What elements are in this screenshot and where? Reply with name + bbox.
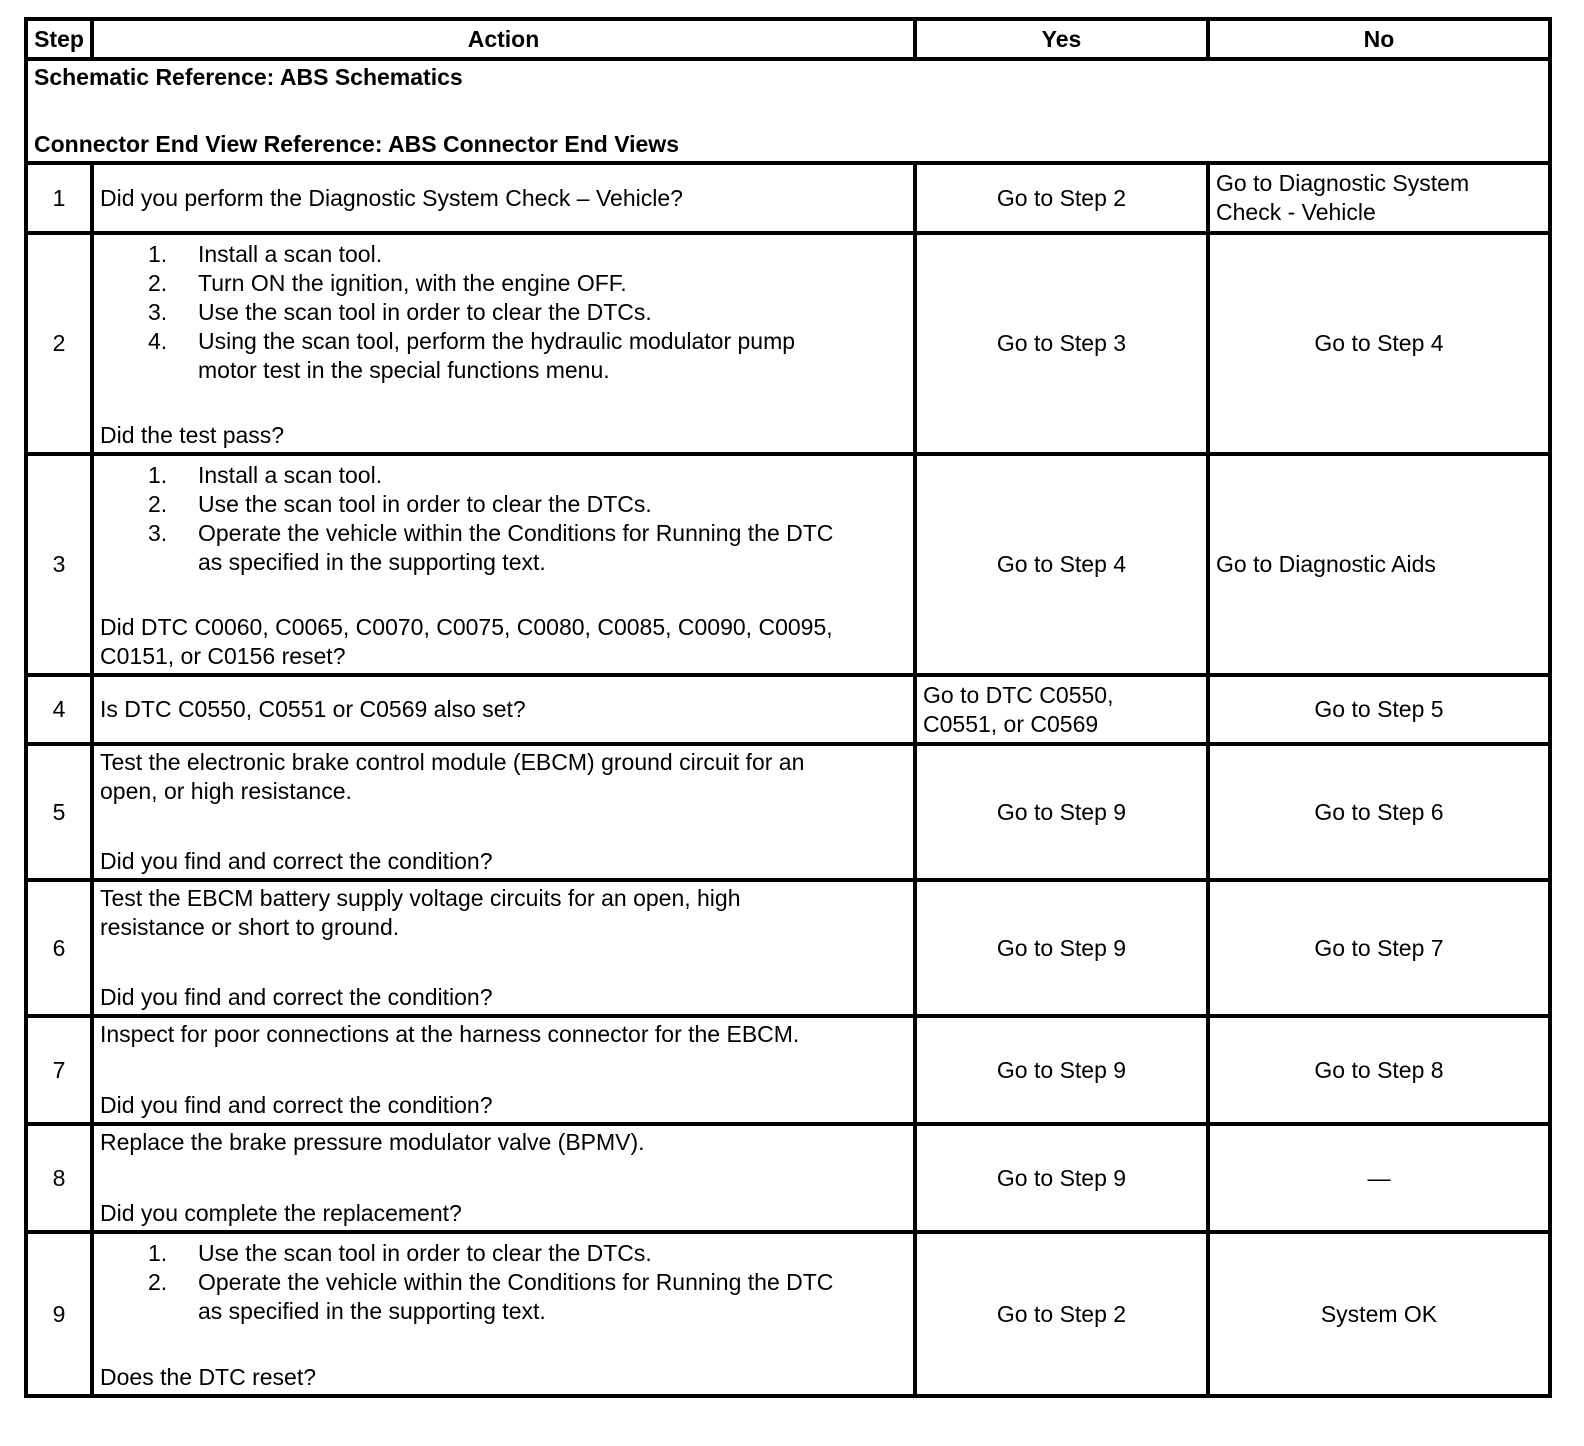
table-row xyxy=(26,675,1550,744)
step-number: 4 xyxy=(26,675,92,744)
no-cell: Go to Step 7 xyxy=(1208,880,1550,1016)
list-item: 1. Install a scan tool. xyxy=(148,462,383,488)
no-cell: Go to Step 6 xyxy=(1208,744,1550,880)
step-number: 2 xyxy=(26,233,92,454)
step-number: 1 xyxy=(26,163,92,233)
list-item: 2. Use the scan tool in order to clear the DTCs. xyxy=(148,491,652,517)
table-row xyxy=(26,1016,1550,1124)
list-item: 2. Operate the vehicle within the Conditions for Running the DTC as specified in the supporting text. xyxy=(148,1269,834,1324)
action-instruction: Test the electronic brake control module (EBCM) ground circuit for an open, or high resistance. xyxy=(100,749,805,804)
action-cell xyxy=(92,233,915,454)
step-number: 5 xyxy=(26,744,92,880)
table-row xyxy=(26,744,1550,880)
no-cell: Go to Step 5 xyxy=(1208,675,1550,744)
table-row xyxy=(26,1232,1550,1396)
reference-row xyxy=(26,59,1550,163)
no-cell: System OK xyxy=(1208,1232,1550,1396)
action-question: Does the DTC reset? xyxy=(100,1364,317,1390)
table-row xyxy=(26,163,1550,233)
action-question: Did DTC C0060, C0065, C0070, C0075, C0080, C0085, C0090, C0095, C0151, or C0156 reset? xyxy=(100,614,833,669)
action-question: Did you complete the replacement? xyxy=(100,1200,462,1226)
step-number: 6 xyxy=(26,880,92,1016)
action-question: Is DTC C0550, C0551 or C0569 also set? xyxy=(100,696,526,722)
action-cell xyxy=(92,1232,915,1396)
yes-cell: Go to Step 3 xyxy=(915,233,1208,454)
action-instruction: Test the EBCM battery supply voltage circuits for an open, high resistance or short to ground. xyxy=(100,885,741,940)
action-cell xyxy=(92,163,915,233)
header-yes: Yes xyxy=(915,19,1208,59)
table-row xyxy=(26,880,1550,1016)
no-cell: Go to Diagnostic Aids xyxy=(1208,454,1550,675)
yes-cell: Go to Step 9 xyxy=(915,744,1208,880)
action-cell xyxy=(92,1124,915,1232)
yes-cell: Go to Step 9 xyxy=(915,1016,1208,1124)
schematic-reference: Schematic Reference: ABS Schematics xyxy=(34,64,463,90)
step-number: 8 xyxy=(26,1124,92,1232)
table-row xyxy=(26,233,1550,454)
reference-cell xyxy=(26,59,1550,163)
action-instruction: Replace the brake pressure modulator valve (BPMV). xyxy=(100,1129,645,1155)
list-item: 1. Use the scan tool in order to clear the DTCs. xyxy=(148,1240,652,1266)
no-cell: Go to Step 8 xyxy=(1208,1016,1550,1124)
no-cell: Go to Diagnostic System Check - Vehicle xyxy=(1208,163,1550,233)
yes-cell: Go to Step 4 xyxy=(915,454,1208,675)
list-item: 3. Operate the vehicle within the Conditions for Running the DTC as specified in the supporting text. xyxy=(148,520,834,575)
instruction-list xyxy=(100,240,907,385)
yes-cell: Go to Step 9 xyxy=(915,1124,1208,1232)
diagnostic-table xyxy=(24,17,1552,1398)
list-item: 1. Install a scan tool. xyxy=(148,241,383,267)
action-question: Did you find and correct the condition? xyxy=(100,1092,493,1118)
no-cell: — xyxy=(1208,1124,1550,1232)
yes-cell: Go to Step 2 xyxy=(915,1232,1208,1396)
no-cell: Go to Step 4 xyxy=(1208,233,1550,454)
step-number: 9 xyxy=(26,1232,92,1396)
action-cell xyxy=(92,744,915,880)
action-question: Did you find and correct the condition? xyxy=(100,848,493,874)
header-step: Step xyxy=(26,19,92,59)
yes-cell: Go to Step 9 xyxy=(915,880,1208,1016)
action-cell xyxy=(92,880,915,1016)
action-question: Did you perform the Diagnostic System Check – Vehicle? xyxy=(100,184,683,211)
instruction-list xyxy=(100,1239,907,1326)
yes-cell: Go to Step 2 xyxy=(915,163,1208,233)
list-item: 2. Turn ON the ignition, with the engine OFF. xyxy=(148,270,627,296)
action-instruction: Inspect for poor connections at the harness connector for the EBCM. xyxy=(100,1021,800,1047)
action-cell xyxy=(92,454,915,675)
instruction-list xyxy=(100,461,907,577)
action-question: Did the test pass? xyxy=(100,422,285,448)
header-no: No xyxy=(1208,19,1550,59)
list-item: 3. Use the scan tool in order to clear the DTCs. xyxy=(148,299,652,325)
table-row xyxy=(26,1124,1550,1232)
header-row xyxy=(26,19,1550,59)
action-question: Did you find and correct the condition? xyxy=(100,984,493,1010)
table-row xyxy=(26,454,1550,675)
header-action: Action xyxy=(92,19,915,59)
action-cell xyxy=(92,1016,915,1124)
list-item: 4. Using the scan tool, perform the hydraulic modulator pump motor test in the special functions menu. xyxy=(148,328,796,383)
step-number: 3 xyxy=(26,454,92,675)
yes-cell: Go to DTC C0550, C0551, or C0569 xyxy=(915,675,1208,744)
action-cell xyxy=(92,675,915,744)
connector-reference: Connector End View Reference: ABS Connector End Views xyxy=(34,131,679,157)
step-number: 7 xyxy=(26,1016,92,1124)
